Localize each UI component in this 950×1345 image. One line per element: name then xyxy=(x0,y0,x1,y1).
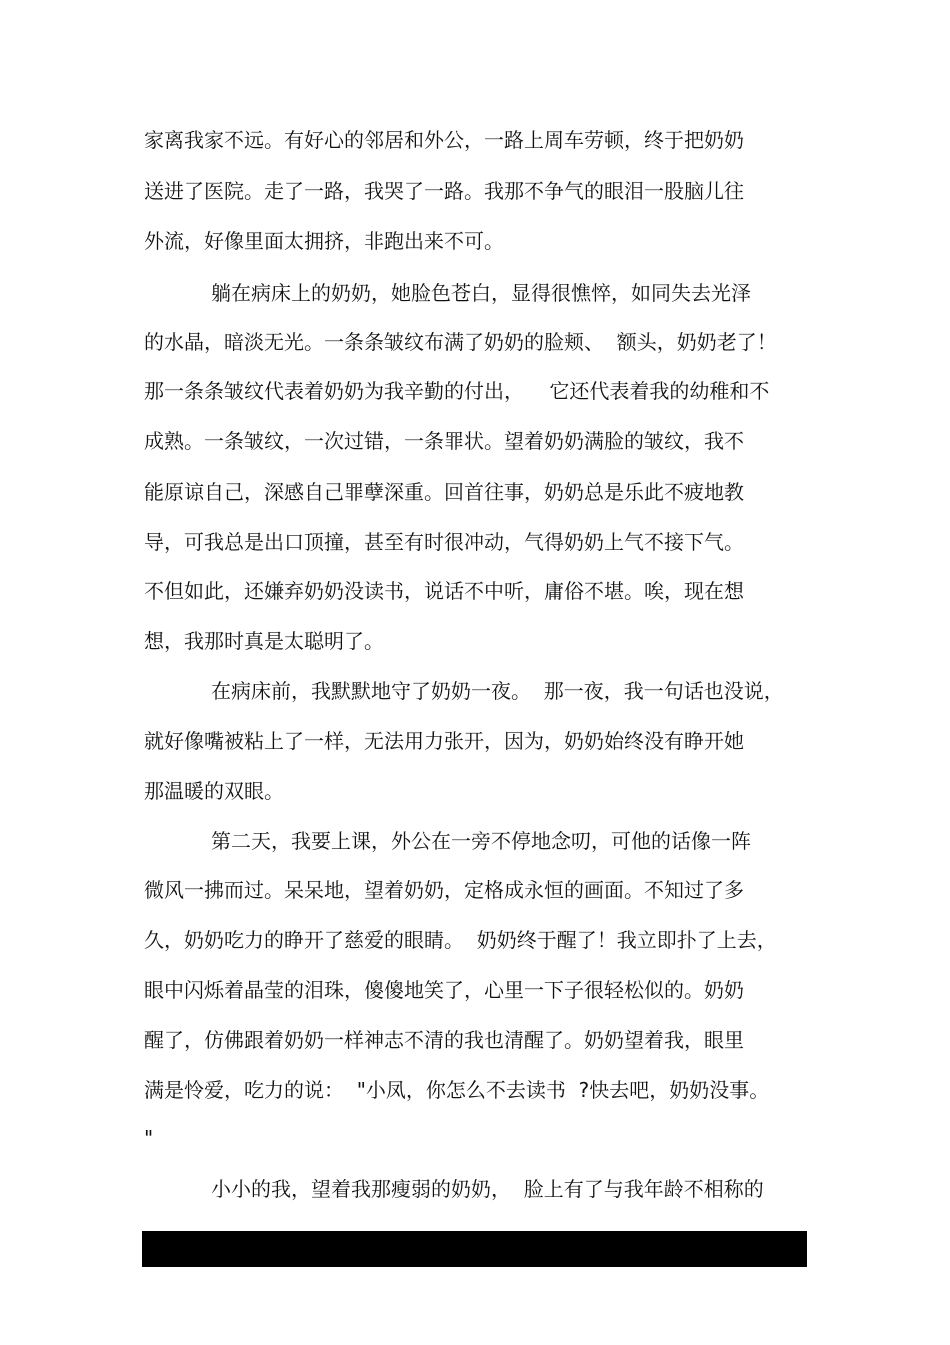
text-line: 想，我那时真是太聪明了。 xyxy=(144,629,384,653)
text-line: 久，奶奶吃力的睁开了慈爱的眼睛。 奶奶终于醒了！我立即扑了上去， xyxy=(144,928,777,952)
text-line: 能原谅自己，深感自己罪孽深重。回首往事，奶奶总是乐此不疲地教 xyxy=(144,480,744,504)
paragraph-first-line: 第二天，我要上课，外公在一旁不停地念叨，可他的话像一阵 xyxy=(211,829,751,853)
text-line: " xyxy=(144,1126,154,1150)
text-line: 醒了，仿佛跟着奶奶一样神志不清的我也清醒了。奶奶望着我，眼里 xyxy=(144,1028,744,1052)
text-line: 那一条条皱纹代表着奶奶为我辛勤的付出， 它还代表着我的幼稚和不 xyxy=(144,379,770,403)
text-line: 送进了医院。走了一路，我哭了一路。我那不争气的眼泪一股脑儿往 xyxy=(144,179,744,203)
text-line: 导，可我总是出口顶撞，甚至有时很冲动，气得奶奶上气不接下气。 xyxy=(144,530,744,554)
paragraph-first-line: 躺在病床上的奶奶，她脸色苍白，显得很憔悴，如同失去光泽 xyxy=(211,281,751,305)
paragraph-first-line: 在病床前，我默默地守了奶奶一夜。 那一夜，我一句话也没说， xyxy=(211,679,784,703)
text-line: 外流，好像里面太拥挤，非跑出来不可。 xyxy=(144,229,504,253)
text-line: 不但如此，还嫌弃奶奶没读书，说话不中听，庸俗不堪。唉，现在想 xyxy=(144,579,744,603)
paragraph-first-line: 小小的我，望着我那瘦弱的奶奶， 脸上有了与我年龄不相称的 xyxy=(211,1177,764,1201)
text-line: 就好像嘴被粘上了一样，无法用力张开，因为，奶奶始终没有睁开她 xyxy=(144,729,744,753)
text-line: 的水晶，暗淡无光。一条条皱纹布满了奶奶的脸颊、 额头，奶奶老了！ xyxy=(144,330,777,354)
text-line: 满是怜爱，吃力的说： "小凤，你怎么不去读书 ?快去吧，奶奶没事。 xyxy=(144,1078,770,1102)
text-line: 那温暖的双眼。 xyxy=(144,779,284,803)
text-line: 家离我家不远。有好心的邻居和外公，一路上周车劳顿，终于把奶奶 xyxy=(144,128,744,152)
footer-redaction-bar xyxy=(142,1231,807,1267)
text-line: 成熟。一条皱纹，一次过错，一条罪状。望着奶奶满脸的皱纹，我不 xyxy=(144,429,744,453)
text-line: 微风一拂而过。呆呆地，望着奶奶，定格成永恒的画面。不知过了多 xyxy=(144,878,744,902)
text-line: 眼中闪烁着晶莹的泪珠，傻傻地笑了，心里一下子很轻松似的。奶奶 xyxy=(144,978,744,1002)
